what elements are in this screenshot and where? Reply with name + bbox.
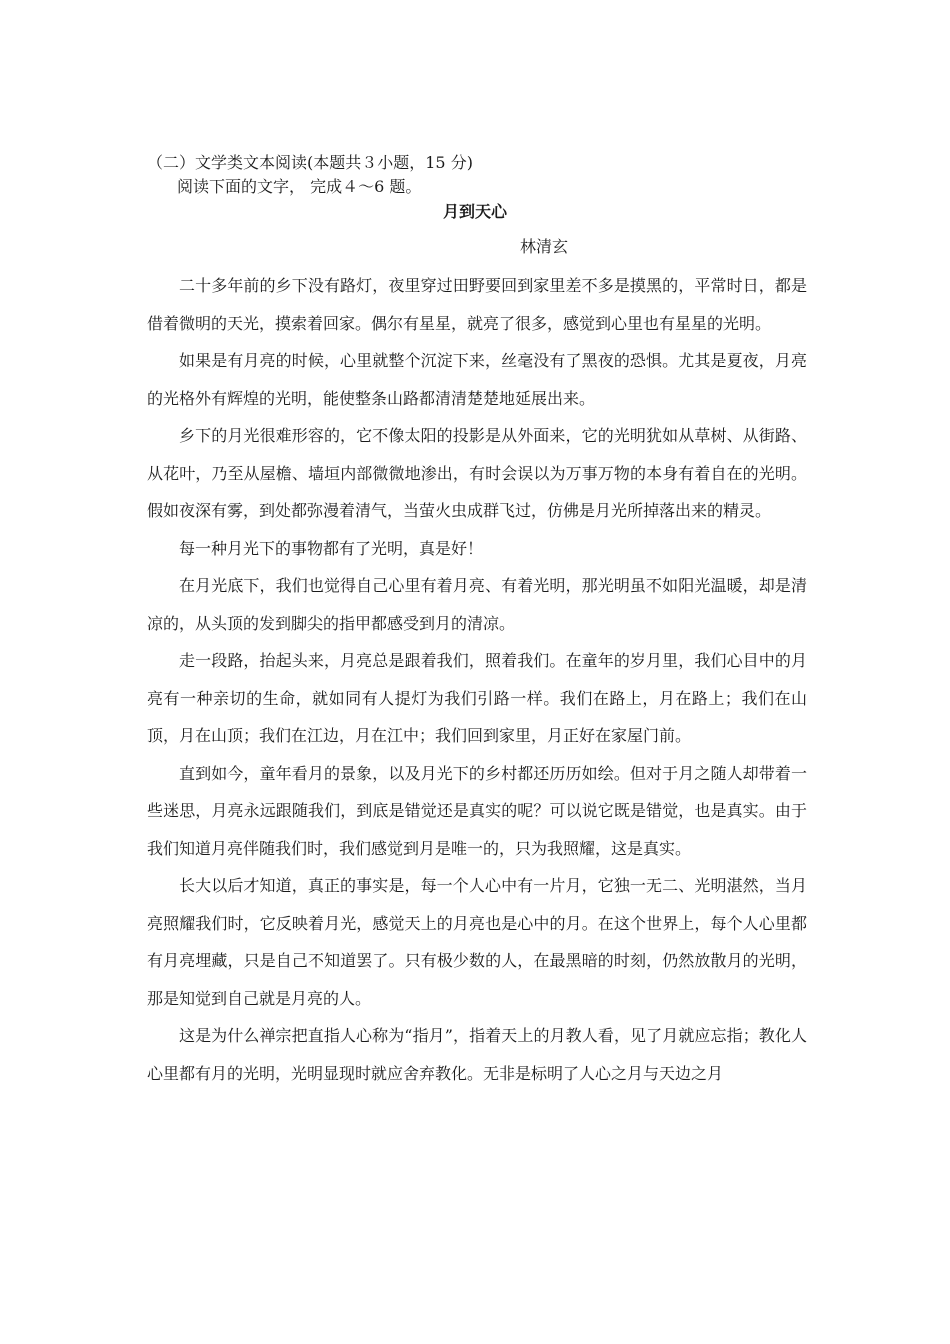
paragraph: 走一段路，抬起头来，月亮总是跟着我们，照着我们。在童年的岁月里，我们心目中的月亮有一种亲切的生命，就如同有人提灯为我们引路一样。我们在路上，月在路上；我们在山顶，月在山顶；我们在江边，月在江中；我们回到家里，月正好在家屋门前。	[147, 651, 807, 745]
paragraph: 直到如今，童年看月的景象，以及月光下的乡村都还历历如绘。但对于月之随人却带着一些迷思，月亮永远跟随我们，到底是错觉还是真实的呢？可以说它既是错觉，也是真实。由于我们知道月亮伴随我们时，我们感觉到月是唯一的，只为我照耀，这是真实。	[147, 763, 807, 858]
paragraph: 这是为什么禅宗把直指人心称为“指月”，指着天上的月教人看，见了月就应忘指；教化人心里都有月的光明，光明显现时就应舍弃教化。无非是标明了人心之月与天边之月	[147, 1026, 807, 1083]
article-body	[147, 267, 807, 1092]
paragraph: 乡下的月光很难形容的，它不像太阳的投影是从外面来，它的光明犹如从草树、从街路、从花叶，乃至从屋檐、墙垣内部微微地渗出，有时会误以为万事万物的本身有着自在的光明。假如夜深有雾，到处都弥漫着清气，当萤火虫成群飞过，仿佛是月光所掉落出来的精灵。	[147, 426, 807, 520]
paragraph: 二十多年前的乡下没有路灯，夜里穿过田野要回到家里差不多是摸黑的，平常时日，都是借着微明的天光，摸索着回家。偶尔有星星，就亮了很多，感觉到心里也有星星的光明。	[147, 276, 807, 333]
article-title: 月到天心	[442, 202, 507, 221]
paragraph: 在月光底下，我们也觉得自己心里有着月亮、有着光明，那光明虽不如阳光温暖，却是清凉的，从头顶的发到脚尖的指甲都感受到月的清凉。	[147, 576, 807, 633]
reading-instruction: 阅读下面的文字， 完成４～6 题。	[177, 177, 422, 196]
paragraph: 如果是有月亮的时候，心里就整个沉淀下来，丝毫没有了黑夜的恐惧。尤其是夏夜，月亮的光格外有辉煌的光明，能使整条山路都清清楚楚地延展出来。	[147, 351, 807, 408]
article-author: 林清玄	[520, 237, 569, 256]
paragraph: 每一种月光下的事物都有了光明，真是好！	[179, 538, 484, 558]
section-header: （二）文学类文本阅读(本题共３小题，15 分)	[147, 153, 473, 172]
paragraph: 长大以后才知道，真正的事实是，每一个人心中有一片月，它独一无二、光明湛然，当月亮照耀我们时，它反映着月光，感觉天上的月亮也是心中的月。在这个世界上，每个人心里都有月亮埋藏，只是自己不知道罢了。只有极少数的人，在最黑暗的时刻，仍然放散月的光明，那是知觉到自己就是月亮的人。	[147, 876, 807, 1008]
